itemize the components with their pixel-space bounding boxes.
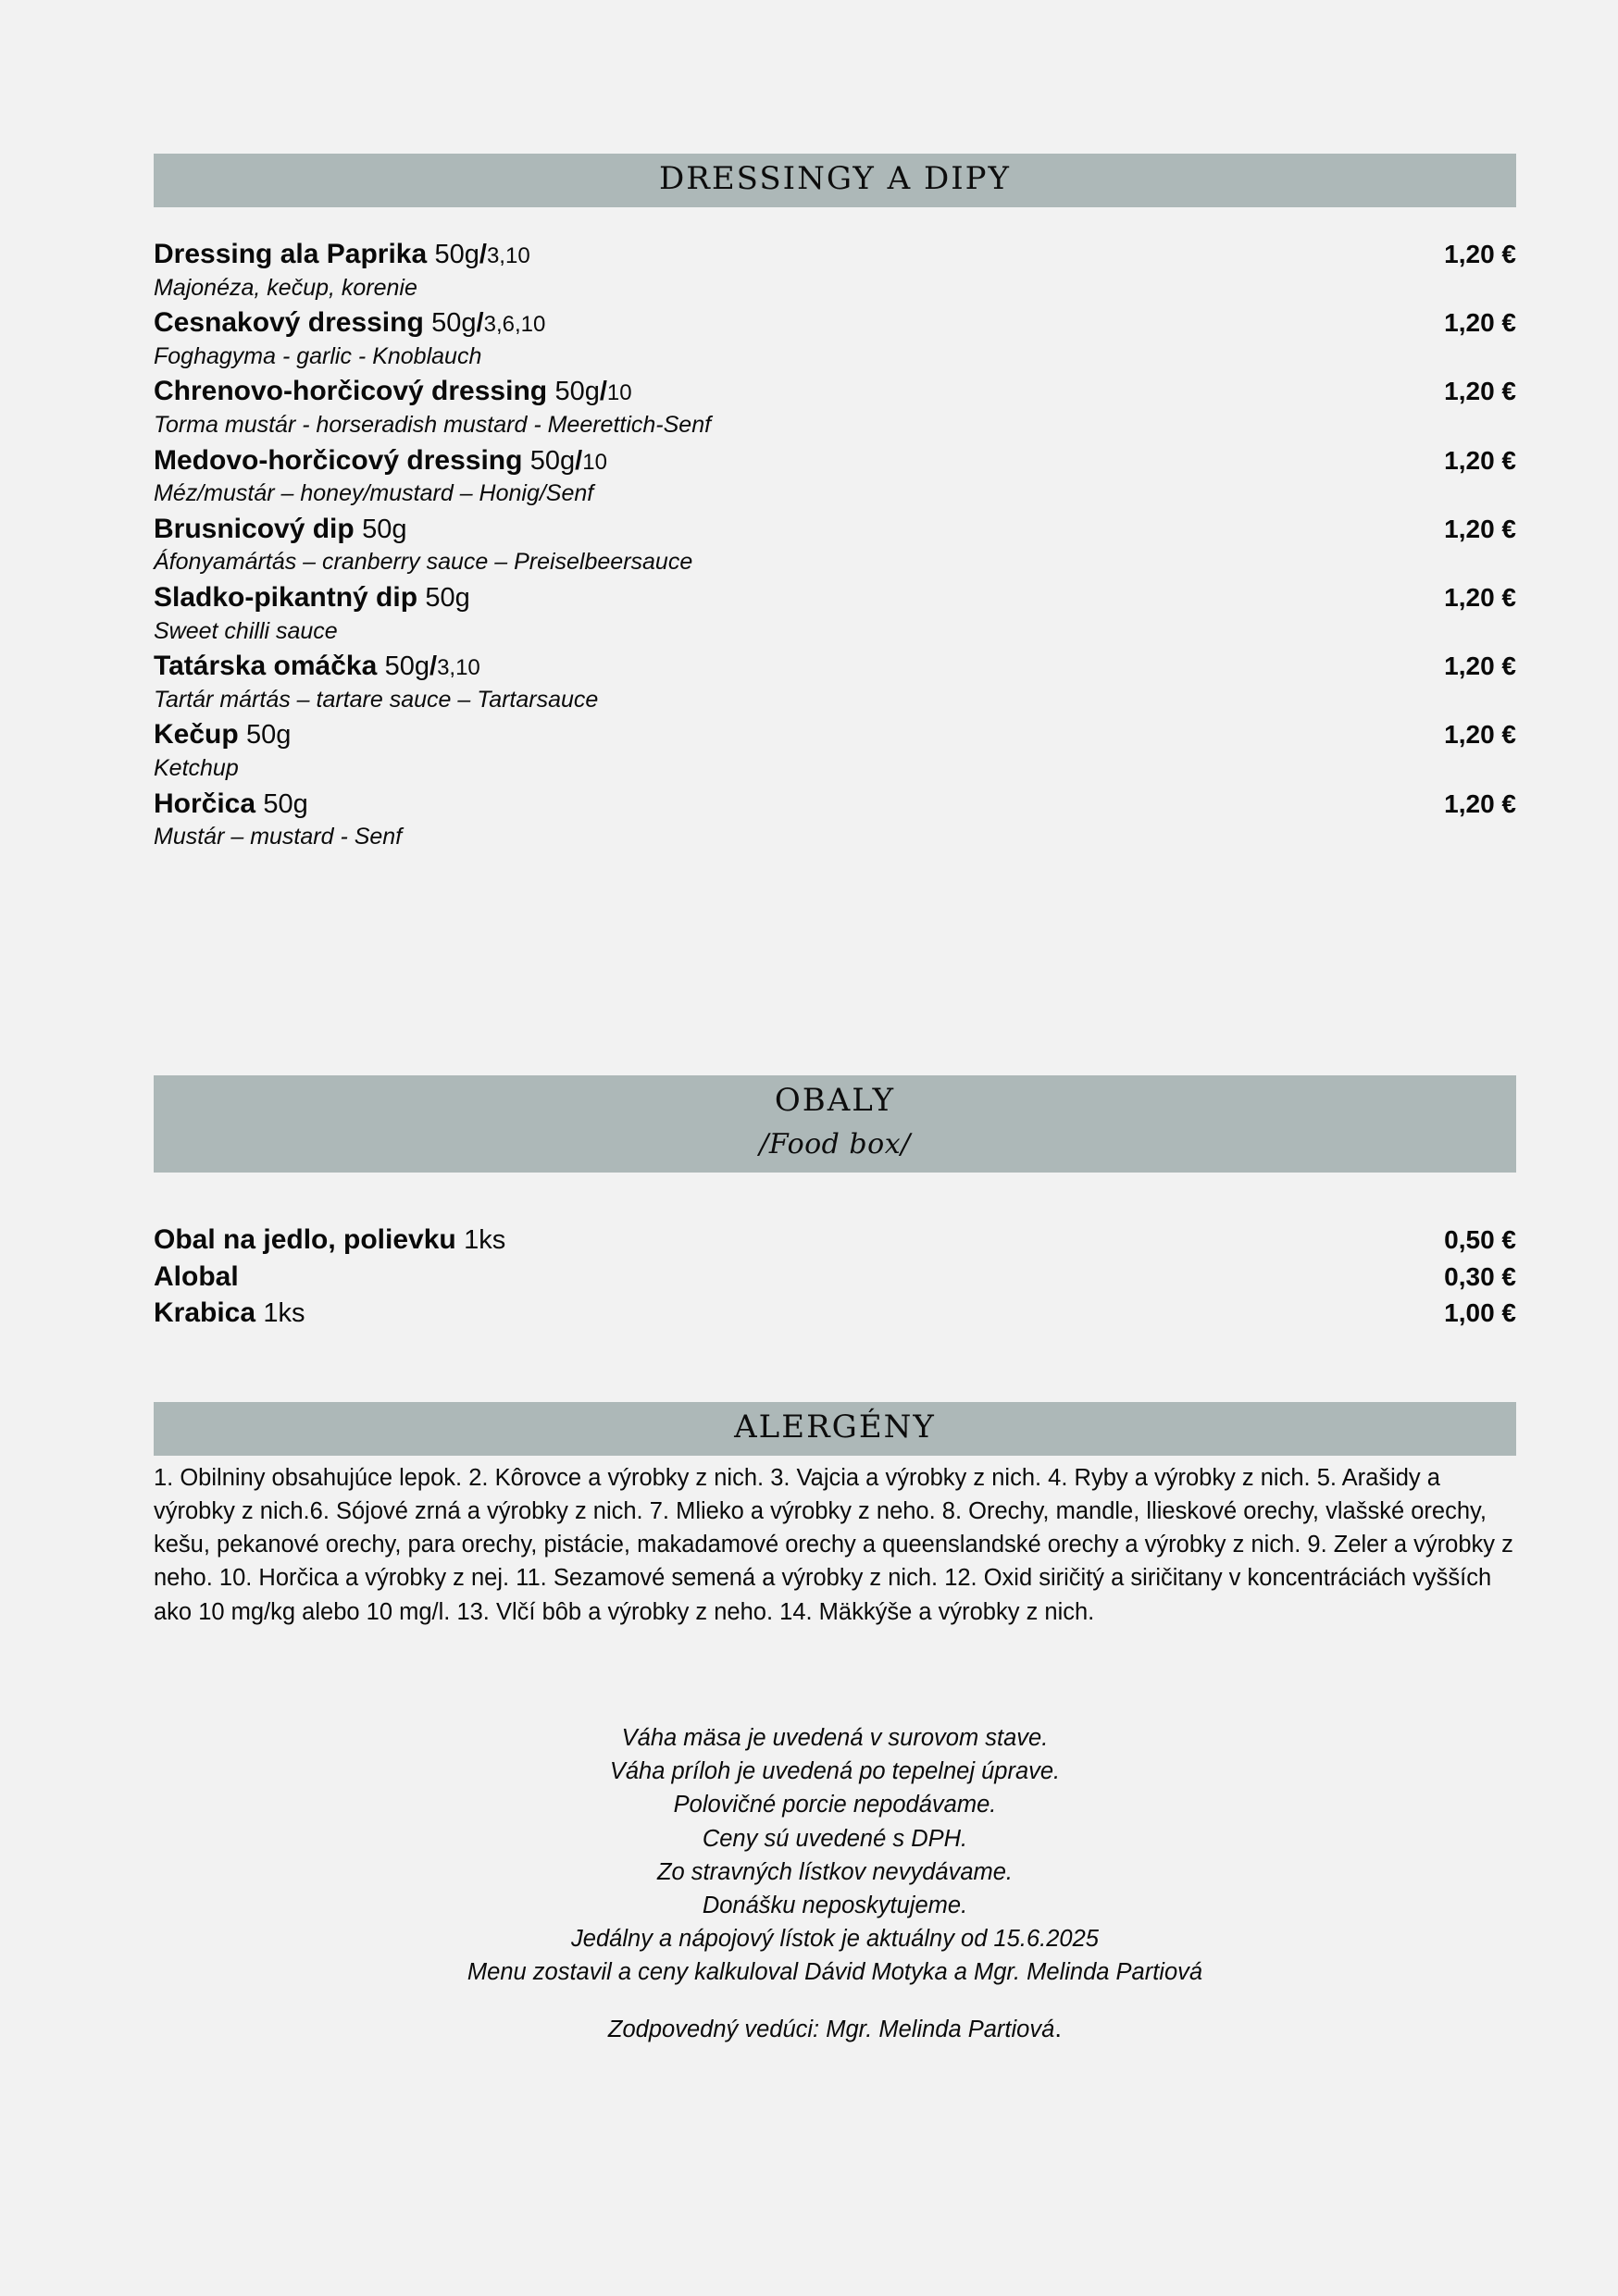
- item-weight: 50g: [246, 720, 292, 751]
- dressings-section: [154, 154, 1516, 207]
- item-name-block: [154, 579, 470, 616]
- item-description: Majonéza, kečup, korenie: [154, 274, 417, 301]
- item-description: Tartár mártás – tartare sauce – Tartarsauce: [154, 686, 599, 713]
- item-weight: 50g: [434, 240, 479, 269]
- item-title: Krabica: [154, 1297, 256, 1329]
- item-price: 1,00 €: [1444, 1298, 1516, 1328]
- allergens-body-text: 1. Obilniny obsahujúce lepok. 2. Kôrovce a výrobky z nich. 3. Vajcia a výrobky z nich. 4. Ryby a výrobky z nich. 5. Arašidy a výrobky z nich.6. Sójové zrná a výrobky z nich. 7. Mlieko a výrobky z neho. 8. Orechy, mandle, llieskové orechy, vlašské orechy, kešu, pekanové orechy, para orechy, pistácie, makadamové orechy a queenslandské orechy a výrobky z nich. 9. Zeler a výrobky z neho. 10. Horčica a výrobky z nej. 11. Sezamové semená a výrobky z nich. 12. Oxid siričitý a siričitany v koncentráciách vyšších ako 10 mg/kg alebo 10 mg/l. 13. Vlčí bôb a výrobky z neho. 14. Mäkkýše a výrobky z nich.: [154, 1464, 1513, 1625]
- item-allergen-codes: 3,10: [437, 655, 480, 681]
- item-weight: 50g: [431, 308, 477, 339]
- item-separator: /: [479, 240, 487, 269]
- responsible-manager-text: Zodpovedný vedúci: Mgr. Melinda Partiová: [607, 2016, 1055, 2042]
- footer-note-line: Donášku neposkytujeme.: [702, 1893, 968, 1919]
- menu-item-row: [154, 511, 1516, 548]
- allergens-banner: [154, 1402, 1516, 1456]
- item-title: Obal na jedlo, polievku: [154, 1224, 456, 1255]
- dressings-item-list: [154, 236, 1516, 854]
- item-weight: 1ks: [263, 1298, 305, 1329]
- item-weight: 50g: [554, 377, 600, 407]
- item-title: Kečup: [154, 719, 239, 751]
- item-weight: 50g: [263, 788, 308, 819]
- item-name-block: [154, 716, 291, 753]
- menu-item-row: [154, 1259, 1516, 1296]
- item-name-block: [154, 1259, 239, 1296]
- item-name-block: [154, 236, 530, 273]
- item-title: Tatárska omáčka: [154, 651, 378, 682]
- menu-item-row: [154, 786, 1516, 823]
- packaging-banner-title: OBALY: [774, 1082, 896, 1119]
- item-price: 0,30 €: [1444, 1261, 1516, 1291]
- item-weight: 50g: [384, 652, 429, 682]
- item-price: 1,20 €: [1444, 240, 1516, 268]
- item-price: 1,20 €: [1444, 720, 1516, 750]
- footer-notes: [154, 1721, 1516, 2046]
- dressings-banner-title: DRESSINGY A DIPY: [658, 160, 1012, 197]
- item-name-block: [154, 1295, 305, 1332]
- item-title: Horčica: [154, 788, 256, 819]
- footer-note-line: Jedálny a nápojový lístok je aktuálny od 15.6.2025: [571, 1926, 1099, 1953]
- packaging-section: [154, 1075, 1516, 1173]
- item-price: 1,20 €: [1444, 652, 1516, 681]
- item-separator: /: [599, 377, 607, 407]
- item-name-block: [154, 648, 480, 685]
- item-name-block: [154, 373, 632, 410]
- item-price: 0,50 €: [1444, 1225, 1516, 1254]
- item-description: Sweet chilli sauce: [154, 617, 338, 644]
- footer-note-line: Zo stravných lístkov nevydávame.: [656, 1858, 1014, 1885]
- item-price: 1,20 €: [1444, 788, 1516, 818]
- menu-item-row: [154, 442, 1516, 479]
- item-description: Mustár – mustard - Senf: [154, 824, 403, 850]
- responsible-manager-period: .: [1054, 2013, 1063, 2042]
- item-price: 1,20 €: [1444, 377, 1516, 406]
- item-name-block: [154, 786, 308, 823]
- footer-note-line: Váha príloh je uvedená po tepelnej úprave.: [609, 1758, 1061, 1785]
- item-weight: 50g: [425, 582, 470, 613]
- item-description: Torma mustár - horseradish mustard - Meerettich-Senf: [154, 412, 712, 439]
- packaging-banner: [154, 1075, 1516, 1173]
- item-description: Áfonyamártás – cranberry sauce – Preiselbeersauce: [154, 549, 693, 576]
- allergens-section: [154, 1402, 1516, 1629]
- menu-item-row: [154, 373, 1516, 410]
- item-price: 1,20 €: [1444, 308, 1516, 338]
- footer-note-line: Polovičné porcie nepodávame.: [673, 1792, 997, 1818]
- item-name-block: [154, 1222, 505, 1259]
- menu-item-row: [154, 304, 1516, 341]
- item-price: 1,20 €: [1444, 582, 1516, 612]
- item-title: Alobal: [154, 1260, 239, 1292]
- item-title: Sladko-pikantný dip: [154, 581, 418, 613]
- item-allergen-codes: 3,6,10: [483, 312, 546, 338]
- footer-note-line: Váha mäsa je uvedená v surovom stave.: [621, 1725, 1049, 1751]
- packaging-banner-subtitle: /Food box/: [759, 1127, 911, 1160]
- item-title: Chrenovo-horčicový dressing: [154, 376, 548, 407]
- menu-item-row: [154, 236, 1516, 273]
- responsible-manager-line: [154, 2010, 1516, 2047]
- menu-item-row: [154, 648, 1516, 685]
- item-allergen-codes: 10: [606, 380, 632, 406]
- item-weight: 50g: [529, 445, 576, 476]
- item-price: 1,20 €: [1444, 514, 1516, 543]
- item-separator: /: [476, 308, 484, 339]
- item-title: Cesnakový dressing: [154, 307, 424, 339]
- item-description: Foghagyma - garlic - Knoblauch: [154, 342, 482, 369]
- item-title: Medovo-horčicový dressing: [154, 444, 523, 476]
- menu-item-row: [154, 1295, 1516, 1332]
- menu-item-row: [154, 716, 1516, 753]
- item-weight: 50g: [362, 514, 407, 544]
- packaging-item-list: [154, 1222, 1516, 1332]
- item-name-block: [154, 304, 545, 341]
- menu-item-row: [154, 1222, 1516, 1259]
- item-title: Brusnicový dip: [154, 513, 355, 544]
- footer-note-line: Menu zostavil a ceny kalkuloval Dávid Motyka a Mgr. Melinda Partiová: [467, 1959, 1203, 1986]
- item-allergen-codes: 3,10: [486, 243, 530, 268]
- item-name-block: [154, 511, 406, 548]
- dressings-banner: [154, 154, 1516, 207]
- allergens-banner-title: ALERGÉNY: [734, 1409, 936, 1446]
- item-separator: /: [429, 652, 438, 682]
- item-description: Ketchup: [154, 755, 239, 781]
- item-description: Méz/mustár – honey/mustard – Honig/Senf: [154, 480, 594, 507]
- item-allergen-codes: 10: [582, 449, 607, 475]
- item-name-block: [154, 442, 607, 479]
- item-title: Dressing ala Paprika: [154, 239, 428, 269]
- item-weight: 1ks: [464, 1225, 506, 1255]
- footer-note-line: Ceny sú uvedené s DPH.: [702, 1825, 968, 1852]
- menu-item-row: [154, 579, 1516, 616]
- item-separator: /: [575, 445, 583, 476]
- item-price: 1,20 €: [1444, 445, 1516, 475]
